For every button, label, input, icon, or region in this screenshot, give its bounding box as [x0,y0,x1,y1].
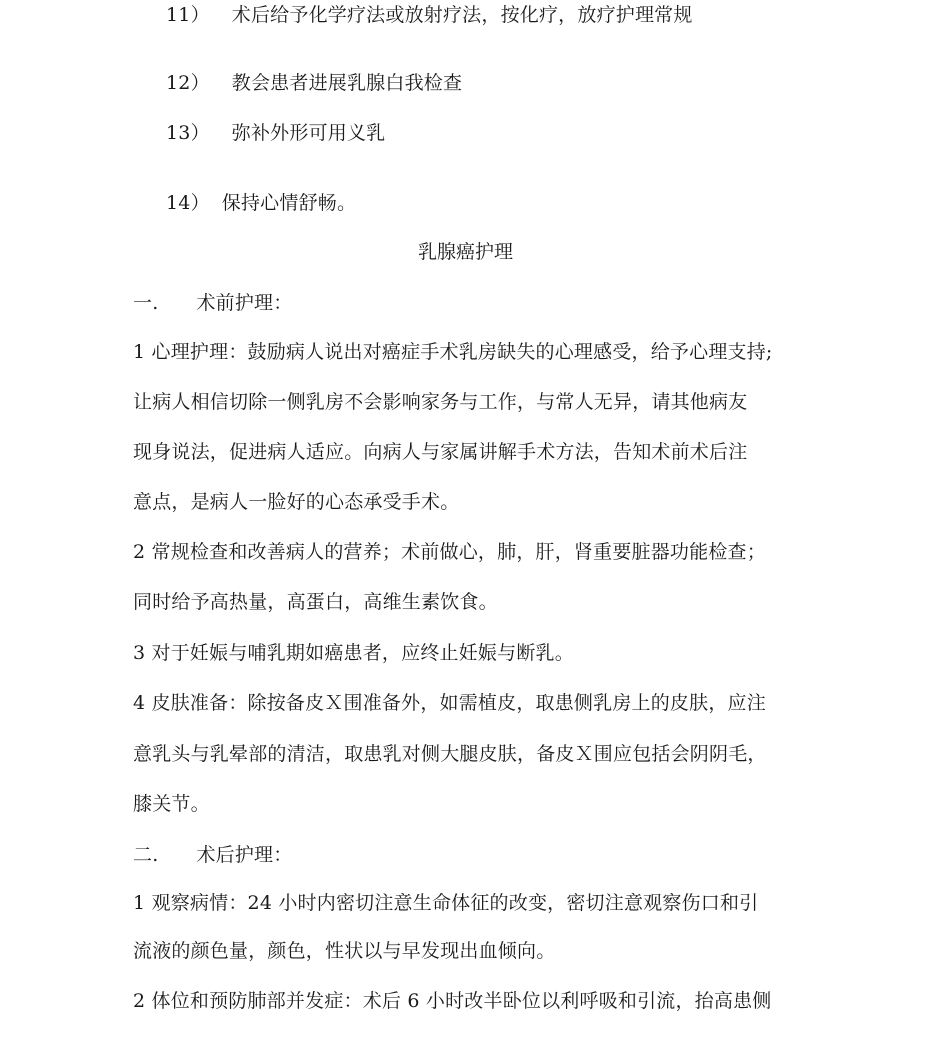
paragraph-line: 2 体位和预防肺部并发症：术后 6 小时改半卧位以利呼吸和引流，抬高患侧 [133,990,772,1012]
list-item-text: 术后给予化学疗法或放射疗法，按化疗，放疗护理常规 [231,4,693,26]
list-item-number: 12） [166,72,210,94]
list-item-text: 弥补外形可用义乳 [231,122,386,144]
paragraph-line: 膝关节。 [133,793,210,815]
list-item [166,191,356,215]
paragraph-line: 流液的颜色量，颜色，性状以与早发现出血倾向。 [133,940,556,962]
list-item-number: 11） [166,4,210,26]
paragraph-line: 让病人相信切除一侧乳房不会影响家务与工作，与常人无异，请其他病友 [133,391,748,413]
section-number: 一. [133,292,159,314]
list-item [166,3,693,27]
paragraph-line: 1 心理护理：鼓励病人说出对癌症手术乳房缺失的心理感受，给予心理支持; [133,341,773,363]
list-item [166,121,385,145]
paragraph-line: 同时给予高热量，高蛋白，高维生素饮食。 [133,591,498,613]
list-item-number: 13） [166,122,210,144]
section-title: 术后护理： [196,844,293,866]
paragraph-line: 现身说法，促进病人适应。向病人与家属讲解手术方法，告知术前术后注 [133,441,748,463]
paragraph-line: 4 皮肤准备：除按备皮Ｘ围准备外，如需植皮，取患侧乳房上的皮肤，应注 [133,692,766,714]
document-title: 乳腺癌护理 [418,241,514,263]
paragraph-line: 2 常规检查和改善病人的营养；术前做心，肺，肝，肾重要脏器功能检查； [133,541,766,563]
paragraph-line: 1 观察病情：24 小时内密切注意生命体征的改变，密切注意观察伤口和引 [133,892,759,914]
paragraph-line: 意乳头与乳晕部的清洁，取患乳对侧大腿皮肤，备皮Ｘ围应包括会阴阴毛， [133,743,767,765]
list-item-number: 14） [166,192,210,214]
list-item-text: 教会患者进展乳腺白我检查 [231,72,463,94]
section-heading-postop [133,843,292,867]
list-item [166,71,462,95]
section-number: 二. [133,844,159,866]
paragraph-line: 3 对于妊娠与哺乳期如癌患者，应终止妊娠与断乳。 [133,642,574,664]
paragraph-line: 意点，是病人一脸好的心态承受手术。 [133,491,460,513]
section-title: 术前护理： [196,292,293,314]
section-heading-preop [133,291,292,315]
list-item-text: 保持心情舒畅。 [221,192,357,214]
